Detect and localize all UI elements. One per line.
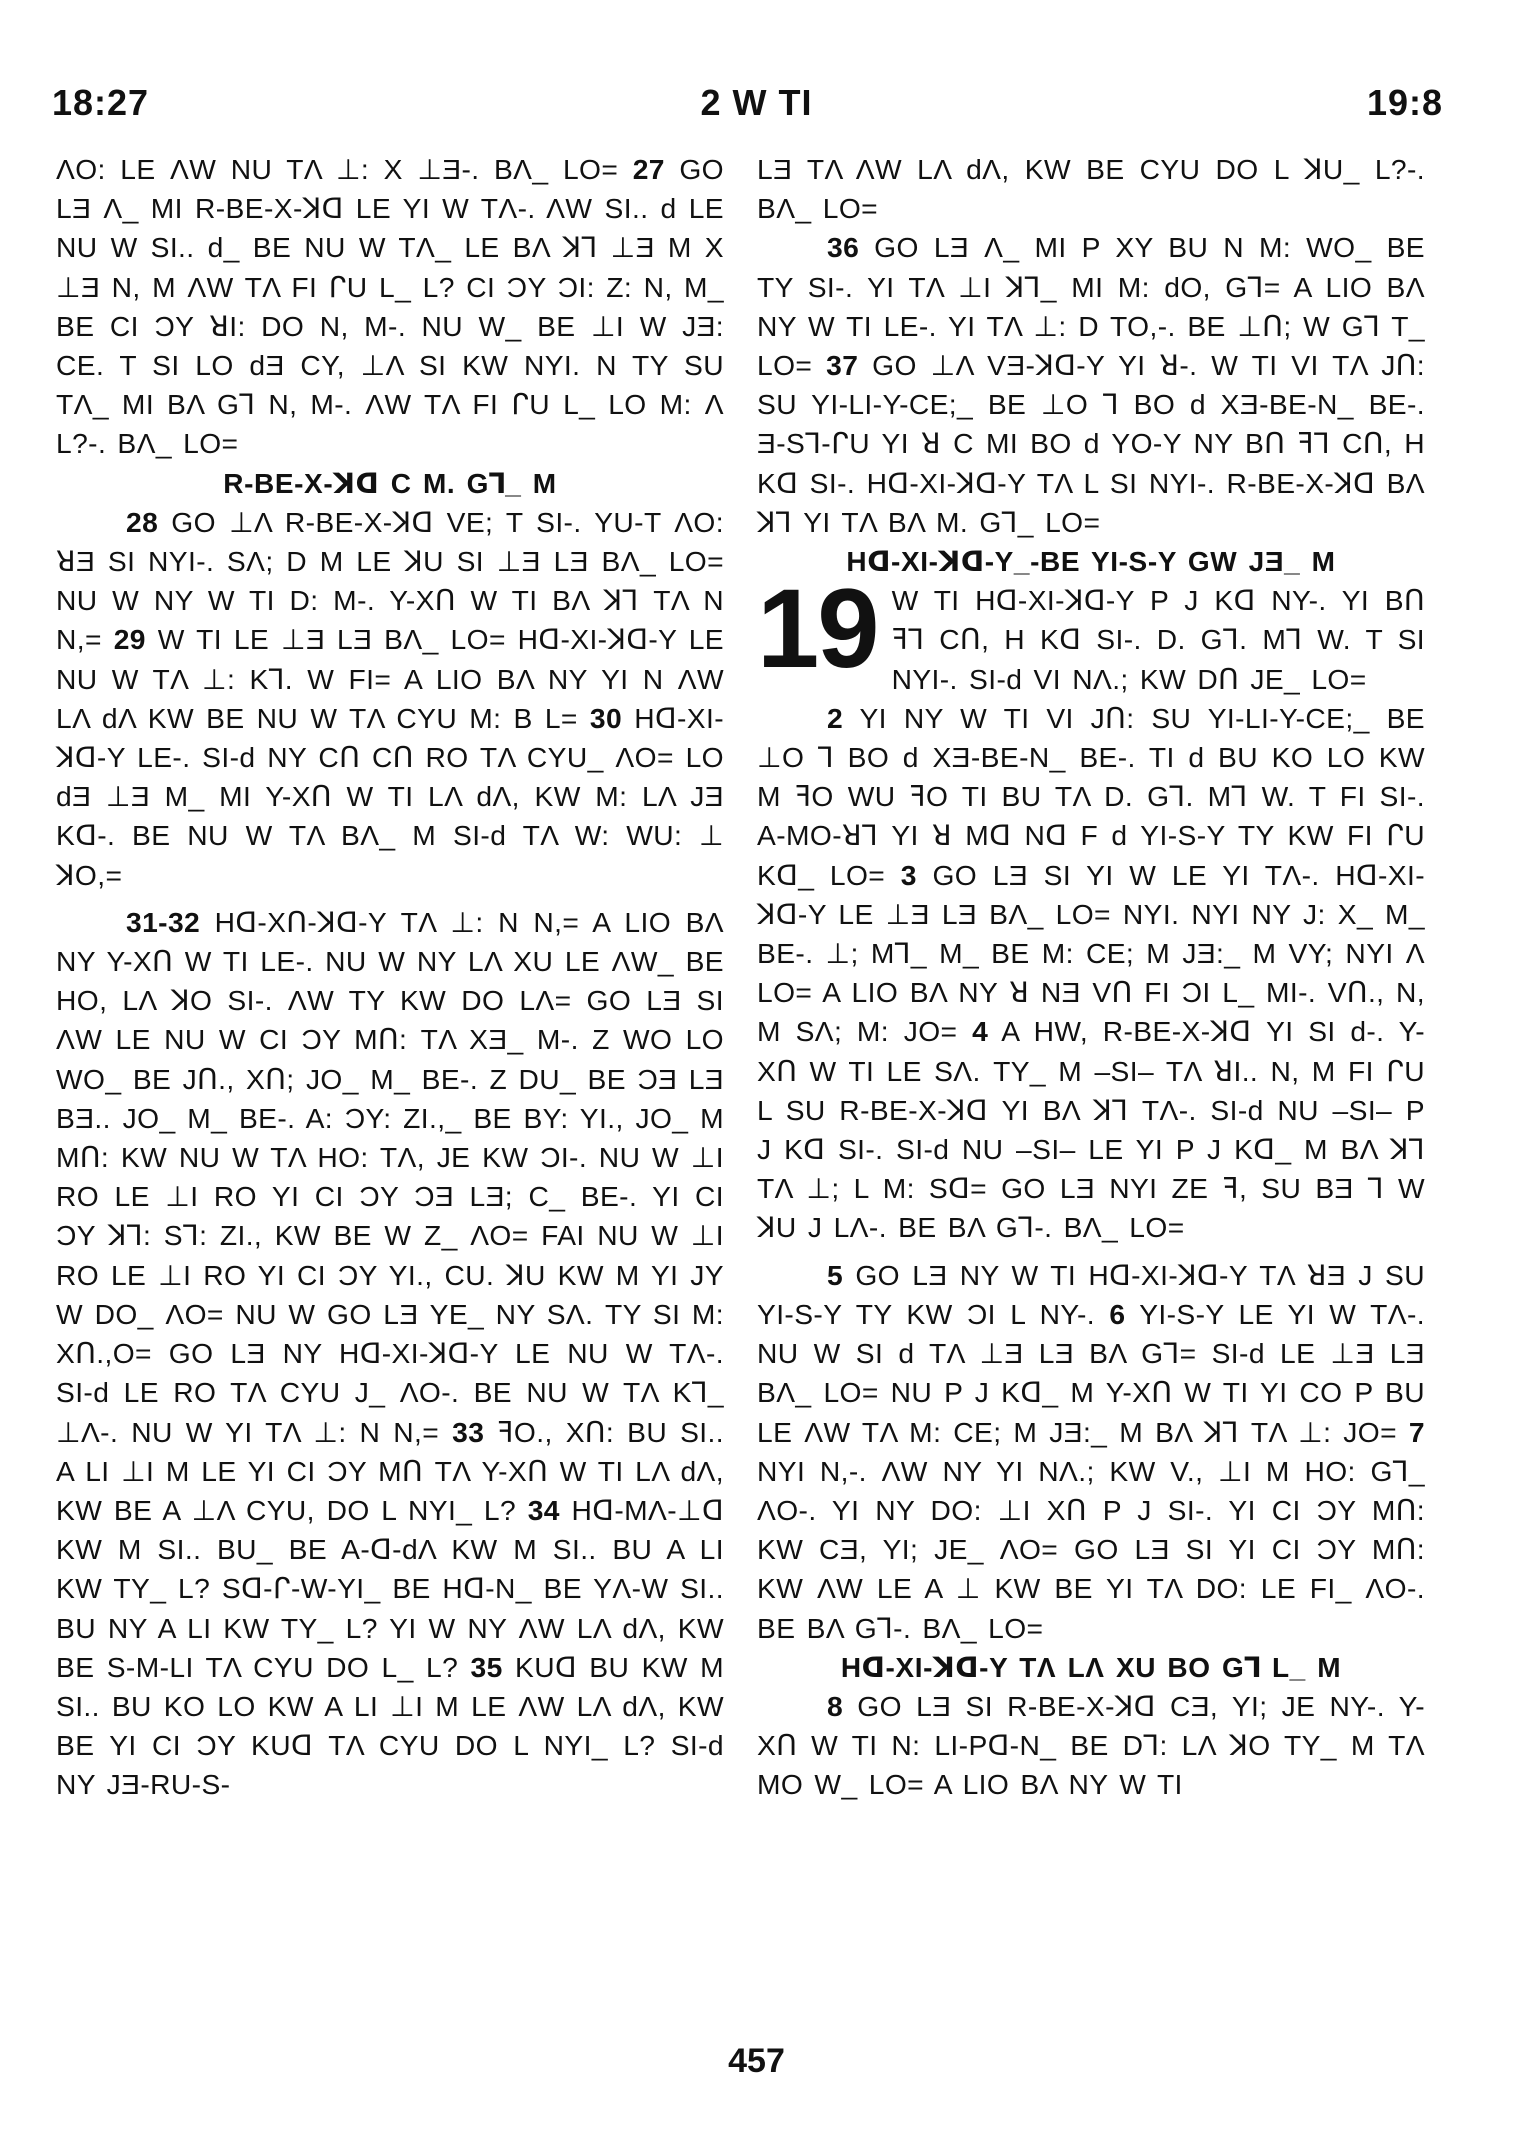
paragraph-text: ꟻO., XՈ: BU SI.. A LI ⊥I M LE YI CI ƆY MՈ TΛ Y-XՈ W TI LΛ dΛ, KW BE A ⊥Λ CYU, DO L NYI_ L? [56,1415,724,1526]
page-number: 457 [728,2042,785,2080]
section-heading: Hꓷ-XI-ꓘꓷ-Y_-BE YI-S-Y GW JƎ_ M [846,546,1336,578]
paragraph [757,1256,1425,1648]
paragraph-text: GO LƎ Λ_ MI P XY BU N M: WO_ BE TY SI-. YI TΛ ⊥I ꓘ⅂_ MI M: dO, G⅂= A LIO BΛ NY W TI LE-. YI TΛ ⊥: D TO,-. BE ⊥Ո; W G⅂ T_ LO= [757,231,1425,382]
paragraph-text: ΛO: LE ΛW NU TΛ ⊥: X ⊥Ǝ-. BΛ_ LO= [56,153,633,185]
left-column [56,150,724,1805]
section-heading: Hꓷ-XI-ꓘꓷ-Y TΛ LΛ XU BO G⅂ L_ M [840,1651,1342,1683]
paragraph [56,903,724,1805]
paragraph-text: GO LƎ Λ_ MI R-BE-X-ꓘꓷ LE YI W TΛ-. ΛW SI.. d LE NU W SI.. d_ BE NU W TΛ_ LE BΛ ꓘ⅂ ⊥Ǝ M X ⊥Ǝ N, M ΛW TΛ FI ᒋU L_ L? CI ƆY ƆI: Z: N, M_ BE CI ƆY ꓤI: DO N, M-. NU W_ BE ⊥I W JƎ: CE. T SI LO dƎ CY, ⊥Λ SI KW NYI. N TY SU TΛ_ MI BΛ G⅂ N, M-. ΛW TΛ FI ᒋU L_ LO M: Λ L?-. BΛ_ LO= [56,153,724,460]
paragraph-text: GO LƎ SI YI W LE YI TΛ-. Hꓷ-XI-ꓘꓷ-Y LE ⊥Ǝ LƎ BΛ_ LO= NYI. NYI NY J: X_ M_ BE-. ⊥; M⅂_ M_ BE M: CE; M JƎ:_ M VY; NYI Λ LO= A LIO BΛ NY ꓤ NƎ VՈ FI ƆI L_ MI-. VՈ., N, M SΛ; M: JO= [757,858,1425,1048]
verse-number: 33 [452,1415,485,1448]
verse-number: 6 [1109,1297,1126,1330]
paragraph-text: KUꓷ BU KW M SI.. BU KO LO KW A LI ⊥I M LE ΛW LΛ dΛ, KW BE YI CI ƆY KUꓷ TΛ CYU DO L NYI_ L? SI-d NY JƎ-RU-S- [56,1650,724,1801]
header-reference-right: 19:8 [1366,82,1443,123]
chapter-opening [757,566,1425,699]
paragraph-text: YI NY W TI VI JՈ: SU YI-LI-Y-CE;_ BE ⊥O ⅂ BO d XƎ-BE-N_ BE-. TI d BU KO LO KW M ꟻO WU ꟻO TI BU TΛ D. G⅂. M⅂ W. T FI SI-. A-MO-ꓤ⅂ YI ꓤ Mꓷ Nꓷ F d YI-S-Y TY KW FI ᒋU Kꓷ_ LO= [757,701,1425,891]
paragraph-text: Hꓷ-XI-ꓘꓷ-Y LE-. SI-d NY CՈ CՈ RO TΛ CYU_ ΛO= LO dƎ ⊥Ǝ M_ MI Y-XՈ W TI LΛ dΛ, KW M: LΛ JƎ Kꓷ-. BE NU W TΛ BΛ_ M SI-d TΛ W: WU: ⊥ ꓘO,= [56,701,725,891]
verse-number: 4 [972,1015,989,1048]
paragraph: LƎ TΛ ΛW LΛ dΛ, KW BE CYU DO L ꓘU_ L?-. BΛ_ LO= [757,153,1425,225]
section-heading: R-BE-X-ꓘꓷ C M. G⅂_ M [223,467,557,499]
verse-number: 2 [827,701,844,734]
paragraph [757,228,1425,542]
verse-number: 5 [827,1258,844,1291]
paragraph [56,503,724,895]
verse-number: 31-32 [126,905,201,938]
verse-number: 34 [527,1493,560,1526]
verse-number: 3 [900,858,917,891]
verse-number: 37 [826,349,859,382]
verse-number: 28 [126,505,159,538]
paragraph-text: GO ⊥Λ VƎ-ꓘꓷ-Y YI ꓤ-. W TI VI TΛ JՈ: SU YI-LI-Y-CE;_ BE ⊥O ⅂ BO d XƎ-BE-N_ BE-. Ǝ-S⅂-ᒋU YI ꓤ C MI BO d YO-Y NY BՈ ꟻ⅂ CՈ, H Kꓷ SI-. Hꓷ-XI-ꓘꓷ-Y TΛ L SI NYI-. R-BE-X-ꓘꓷ BΛ ꓘ⅂ YI TΛ BΛ M. G⅂_ LO= [757,349,1425,538]
verse-number: 27 [632,153,665,185]
paragraph [56,150,724,464]
verse-number: 35 [470,1650,503,1683]
paragraph-text: A HW, R-BE-X-ꓘꓷ YI SI d-. Y-XՈ W TI LE SΛ. TY_ M –SI– TΛ ꓤI.. N, M FI ᒋU L SU R-BE-X-ꓘꓷ YI BΛ ꓘ⅂ TΛ-. SI-d NU –SI– P J Kꓷ SI-. SI-d NU –SI– LE YI P J Kꓷ_ M BΛ ꓘ⅂ TΛ ⊥; L M: Sꓷ= GO LƎ NYI ZE ꟻ, SU BƎ ⅂ W ꓘU J LΛ-. BE BΛ G⅂-. BΛ_ LO= [757,1015,1425,1244]
paragraph-text: GO LƎ NY W TI Hꓷ-XI-ꓘꓷ-Y TΛ ꓤƎ J SU YI-S-Y TY KW ƆI L NY-. [757,1258,1425,1330]
paragraph-text: Hꓷ-XՈ-ꓘꓷ-Y TΛ ⊥: N N,= A LIO BΛ NY Y-XՈ W TI LE-. NU W NY LΛ XU LE ΛW_ BE HO, LΛ ꓘO SI-. ΛW TY KW DO LΛ= GO LƎ SI ΛW LE NU W CI ƆY MՈ: TΛ XƎ_ M-. Z WO LO WO_ BE JՈ., XՈ; JO_ M_ BE-. Z DU_ BE ƆƎ LƎ BƎ.. JO_ M_ BE-. A: ƆY: ZI.,_ BE BY: YI., JO_ M MՈ: KW NU W TΛ HO: TΛ, JE KW ƆI-. NU W ⊥I RO LE ⊥I RO YI CI ƆY ƆƎ LƎ; C_ BE-. YI CI ƆY ꓘ⅂: S⅂: ZI., KW BE W Z_ ΛO= FAI NU W ⊥I RO LE ⊥I RO YI CI ƆY YI., CU. ꓘU KW M YI JY W DO_ ΛO= NU W GO LƎ YE_ NY SΛ. TY SI M: XՈ.,O= GO LƎ NY Hꓷ-XI-ꓘꓷ-Y LE NU W TΛ-. SI-d LE RO TΛ CYU J_ ΛO-. BE NU W TΛ K⅂_ ⊥Λ-. NU W YI TΛ ⊥: N N,= [56,905,724,1448]
paragraph-text: YI-S-Y LE YI W TΛ-. NU W SI d TΛ ⊥Ǝ LƎ BΛ G⅂= SI-d LE ⊥Ǝ LƎ BΛ_ LO= NU P J Kꓷ_ M Y-XՈ W TI YI CO P BU LE ΛW TΛ M: CE; M JƎ:_ M BΛ ꓘ⅂ TΛ ⊥: JO= [757,1297,1425,1448]
paragraph-text: GO LƎ SI R-BE-X-ꓘꓷ CƎ, YI; JE NY-. Y-XՈ W TI N: LI-Pꓷ-N_ BE D⅂: LΛ ꓘO TY_ M TΛ MO W_ LO= A LIO BΛ NY W TI [757,1689,1425,1801]
verse-number: 30 [589,701,623,734]
verse-number: 29 [113,623,146,656]
verse-number: 36 [827,231,860,264]
paragraph [757,699,1425,1248]
header-book-title: 2 W TI [700,82,813,123]
paragraph-text: W TI Hꓷ-XI-ꓘꓷ-Y P J Kꓷ NY-. YI BՈ ꟻ⅂ CՈ, H Kꓷ SI-. D. G⅂. M⅂ W. T SI NYI-. SI-d VI NΛ.; KW DՈ JE_ LO= [891,584,1425,695]
verse-number: 7 [1408,1415,1425,1448]
right-column [757,150,1425,1805]
verse-number: 8 [827,1689,844,1722]
paragraph-text: Hꓷ-MΛ-⊥ꓷ KW M SI.. BU_ BE A-ꓷ-dΛ KW M SI.. BU A LI KW TY_ L? Sꓷ-ᒋ-W-YI_ BE Hꓷ-N_ BE YΛ-W SI.. BU NY A LI KW TY_ L? YI W NY ΛW LΛ dΛ, KW BE S-M-LI TΛ CYU DO L_ L? [56,1493,724,1683]
paragraph-text: NYI N,-. ΛW NY YI NΛ.; KW V., ⊥I M HO: G⅂_ ΛO-. YI NY DO: ⊥I XՈ P J SI-. YI CI ƆY MՈ: KW CƎ, YI; JE_ ΛO= GO LƎ SI YI CI ƆY MՈ: KW ΛW LE A ⊥ KW BE YI TΛ DO: LE FI_ ΛO-. BE BΛ G⅂-. BΛ_ LO= [757,1454,1425,1644]
chapter-number: 19 [757,566,878,692]
paragraph [757,1687,1425,1805]
paragraph-text: W TI LE ⊥Ǝ LƎ BΛ_ LO= Hꓷ-XI-ꓘꓷ-Y LE NU W TΛ ⊥: K⅂. W FI= A LIO BΛ NY YI N ΛW LΛ dΛ KW BE NU W TΛ CYU M: B L= [56,623,724,734]
header-reference-left: 18:27 [52,82,150,123]
paragraph-text: GO ⊥Λ R-BE-X-ꓘꓷ VE; T SI-. YU-T ΛO: ꓤƎ SI NYI-. SΛ; D M LE ꓘU SI ⊥Ǝ LƎ BΛ_ LO= NU W NY W TI D: M-. Y-XՈ W TI BΛ ꓘ⅂ TΛ N N,= [56,505,724,656]
